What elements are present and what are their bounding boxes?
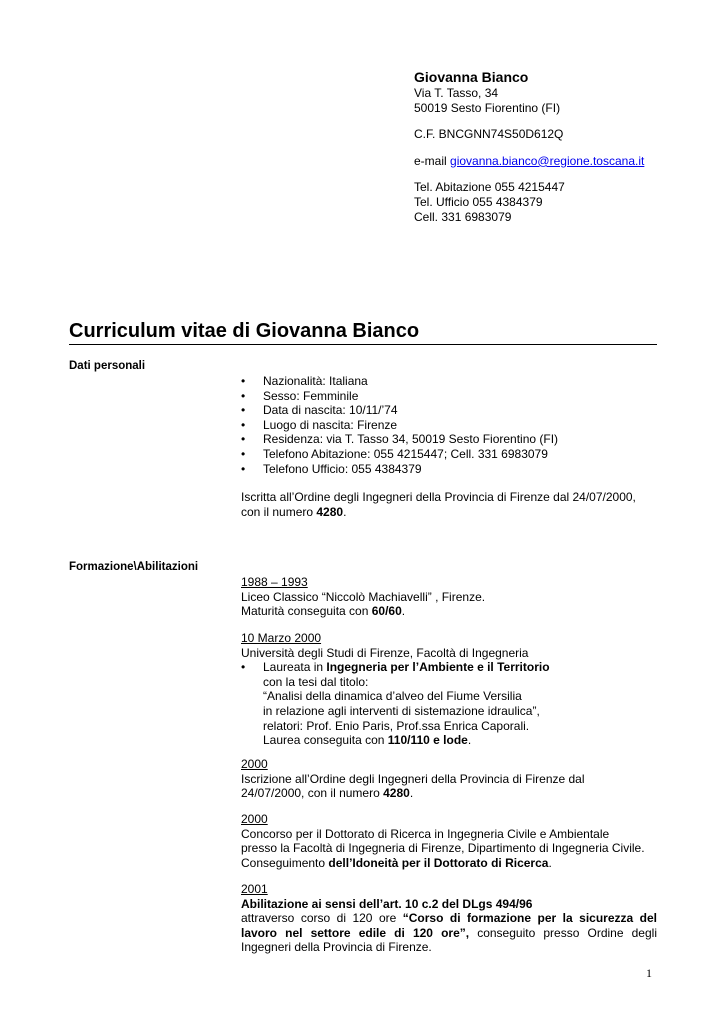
education-entry-1	[241, 575, 657, 619]
entry-date: 1988 – 1993	[241, 575, 308, 589]
thesis-line: “Analisi della dinamica d’alveo del Fiume Versilia	[263, 689, 522, 704]
entry-date: 2000	[241, 812, 268, 826]
entry-date: 2000	[241, 757, 268, 771]
entry-grade: 60/60	[371, 604, 402, 619]
registration-note	[241, 490, 657, 519]
registration-text: con il numero	[241, 504, 317, 519]
document-title: Curriculum vitae di Giovanna Bianco	[69, 320, 420, 342]
list-item: • Luogo di nascita: Firenze	[241, 418, 558, 433]
entry-date: 10 Marzo 2000	[241, 631, 322, 645]
education-entry-4	[241, 812, 657, 870]
tel-office: Tel. Ufficio 055 4384379	[414, 194, 543, 209]
degree-name: Ingegneria per l’Ambiente e il Territorio	[326, 660, 550, 675]
registration-line-1: Iscritta all’Ordine degli Ingegneri della Provincia di Firenze dal 24/07/2000,	[241, 490, 636, 504]
education-entry-5	[241, 882, 657, 955]
thesis-line: con la tesi dal titolo:	[263, 674, 369, 689]
address-street: Via T. Tasso, 34	[414, 86, 499, 100]
entry-line: Iscrizione all’Ordine degli Ingegneri della Provincia di Firenze dal	[241, 771, 585, 786]
list-item: • Residenza: via T. Tasso 34, 50019 Sesto Fiorentino (FI)	[241, 432, 558, 447]
entry-line	[241, 856, 657, 871]
thesis-line: relatori: Prof. Enio Paris, Prof.ssa Enrica Caporali.	[263, 718, 530, 733]
entry-line: Università degli Studi di Firenze, Facoltà di Ingegneria	[241, 645, 529, 660]
thesis-line	[241, 733, 657, 748]
entry-date: 2001	[241, 882, 268, 896]
entry-text: attraverso corso di 120 ore	[241, 911, 403, 926]
codice-fiscale: C.F. BNCGNN74S50D612Q	[414, 127, 564, 142]
contact-block	[414, 69, 644, 224]
course-name: “Corso di formazione per la sicurezza del lavoro nel settore edile di 120 ore”,	[241, 911, 657, 940]
email-label: e-mail	[414, 153, 447, 168]
education-entry-2	[241, 631, 657, 748]
thesis-text: Laurea conseguita con	[263, 733, 388, 748]
list-item: • Sesso: Femminile	[241, 389, 558, 404]
registration-number: 4280	[316, 504, 344, 519]
contact-name: Giovanna Bianco	[414, 69, 529, 85]
entry-text: conseguito presso Ordine degli Ingegneri della Provincia di Firenze.	[241, 925, 657, 955]
entry-line	[241, 604, 657, 619]
thesis-line: in relazione agli interventi di sistemazione idraulica”,	[263, 703, 540, 718]
degree-grade: 110/110 e lode	[387, 733, 468, 748]
address-city: 50019 Sesto Fiorentino (FI)	[414, 100, 561, 115]
degree-list	[241, 660, 657, 675]
entry-line: Liceo Classico “Niccolò Machiavelli” , Firenze.	[241, 589, 486, 604]
entry-text: Conseguimento	[241, 855, 329, 870]
entry-period: .	[409, 786, 414, 801]
entry-qualification: dell’Idoneità per il Dottorato di Ricerca	[328, 855, 549, 870]
entry-period: .	[401, 604, 406, 619]
entry-line	[241, 786, 657, 801]
degree-text: Laureata in	[263, 660, 327, 675]
entry-paragraph	[241, 911, 657, 955]
entry-heading: Abilitazione ai sensi dell’art. 10 c.2 del DLgs 494/96	[241, 896, 533, 911]
section-heading-education: Formazione\Abilitazioni	[69, 561, 199, 573]
list-item: • Nazionalità: Italiana	[241, 374, 558, 389]
entry-number: 4280	[383, 786, 410, 801]
email-line	[414, 154, 644, 169]
list-item	[241, 660, 657, 675]
title-rule	[69, 344, 657, 345]
list-item: • Telefono Abitazione: 055 4215447; Cell. 331 6983079	[241, 447, 558, 462]
education-entry-3	[241, 757, 657, 801]
entry-period: .	[548, 855, 552, 870]
registration-period: .	[343, 504, 347, 519]
entry-text: Maturità conseguita con	[241, 604, 372, 619]
thesis-period: .	[467, 733, 472, 748]
list-item: • Data di nascita: 10/11/’74	[241, 403, 558, 418]
section-heading-personal: Dati personali	[69, 360, 146, 372]
entry-text: 24/07/2000, con il numero	[241, 786, 384, 801]
entry-line: Concorso per il Dottorato di Ricerca in Ingegneria Civile e Ambientale	[241, 826, 610, 841]
cell-phone: Cell. 331 6983079	[414, 209, 512, 224]
personal-list	[241, 374, 558, 476]
tel-home: Tel. Abitazione 055 4215447	[414, 180, 565, 195]
email-link[interactable]: giovanna.bianco@regione.toscana.it	[450, 153, 645, 168]
entry-line: presso la Facoltà di Ingegneria di Firenze, Dipartimento di Ingegneria Civile.	[241, 841, 645, 856]
page-number: 1	[646, 966, 652, 980]
list-item: • Telefono Ufficio: 055 4384379	[241, 462, 558, 477]
registration-line-2	[241, 505, 657, 520]
